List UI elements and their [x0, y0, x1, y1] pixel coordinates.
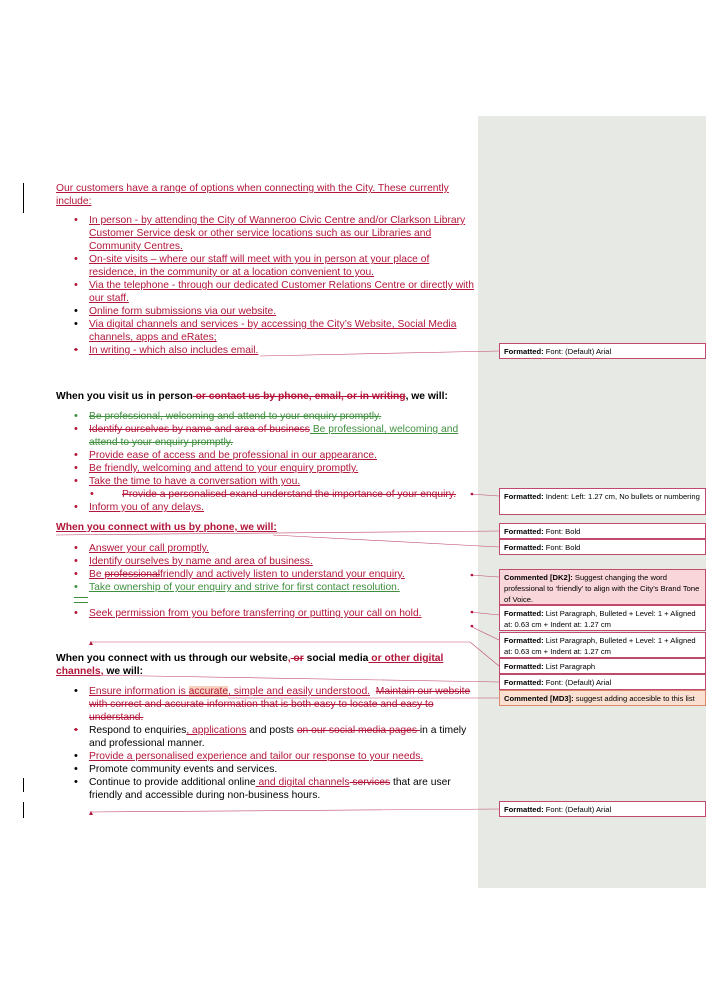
section-heading-phone: When you connect with us by phone, we will:: [56, 522, 277, 533]
list-item: Answer your call promptly.: [89, 543, 209, 554]
list-item: understand.: [89, 712, 144, 723]
formatting-balloon[interactable]: Formatted: List Paragraph, Bulleted + Level: 1 + Aligned at: 0.63 cm + Indent at: 1.27 cm: [499, 632, 706, 658]
bullet: •: [74, 724, 78, 736]
formatting-balloon[interactable]: Formatted: Indent: Left: 1.27 cm, No bullets or numbering: [499, 488, 706, 515]
bullet: •: [74, 555, 78, 567]
bullet: •: [74, 568, 78, 580]
list-item: Provide ease of access and be professional in our appearance.: [89, 450, 377, 461]
list-item: Identify ourselves by name and area of business.: [89, 556, 313, 567]
list-item: In writing - which also includes email.: [89, 345, 259, 356]
formatting-balloon[interactable]: Formatted: Font: (Default) Arial: [499, 343, 706, 359]
list-item: Ensure information is accurate, simple and easily understood. Maintain our website: [89, 686, 471, 697]
list-item: Community Centres.: [89, 241, 183, 252]
list-item: Take the time to have a conversation with you.: [89, 476, 301, 487]
bullet: •: [74, 542, 78, 554]
list-item: attend to your enquiry promptly.: [89, 437, 234, 448]
formatting-balloon[interactable]: Formatted: Font: (Default) Arial: [499, 674, 706, 690]
comment-balloon-md3[interactable]: Commented [MD3]: suggest adding accesible to this list: [499, 690, 706, 706]
list-item: Continue to provide additional online and digital channels services that are user: [89, 777, 451, 788]
bullet: •: [74, 279, 78, 291]
list-item: Provide a personalised exand understand the importance of your enquiry.: [122, 489, 457, 500]
list-item: friendly and accessible during non-business hours.: [89, 790, 321, 801]
list-item: Promote community events and services.: [89, 764, 278, 775]
list-item: Identify ourselves by name and area of business Be professional, welcoming and: [89, 424, 459, 435]
list-item: Be professionalfriendly and actively listen to understand your enquiry.: [89, 569, 405, 580]
bullet: •: [74, 750, 78, 762]
bullet: •: [74, 344, 78, 356]
list-item: Inform you of any delays.: [89, 502, 205, 513]
bullet: •: [74, 685, 78, 697]
bullet: •: [90, 488, 94, 500]
formatting-balloon[interactable]: Formatted: Font: Bold: [499, 539, 706, 555]
list-item: Via the telephone - through our dedicated Customer Relations Centre or directly with: [89, 280, 475, 291]
bullet: •: [74, 501, 78, 513]
intro-line-1: Our customers have a range of options when connecting with the City. These currently: [56, 183, 449, 194]
bullet: •: [74, 214, 78, 226]
empty-paragraph-mark: [74, 597, 88, 603]
formatting-balloon[interactable]: Formatted: Font: (Default) Arial: [499, 801, 706, 817]
list-item: Customer Service desk or other service locations such as our Libraries and: [89, 228, 432, 239]
bullet: •: [74, 449, 78, 461]
bullet: •: [74, 253, 78, 265]
list-item: and professional manner.: [89, 738, 205, 749]
bullet: •: [74, 475, 78, 487]
list-item: Be professional, welcoming and attend to your enquiry promptly.: [89, 411, 382, 422]
list-item: Provide a personalised experience and tailor our response to your needs.: [89, 751, 424, 762]
list-item: Via digital channels and services - by accessing the City’s Website, Social Media: [89, 319, 457, 330]
comment-balloon-dk2[interactable]: Commented [DK2]: Suggest changing the word professional to ‘friendly’ to align with the City’s Brand Tone of Voice.: [499, 569, 706, 605]
section-heading-website: When you connect with us through our website, or social media or other digital: [56, 653, 444, 664]
bullet: •: [74, 423, 78, 435]
intro-line-2: include:: [56, 196, 92, 207]
bullet: •: [74, 607, 78, 619]
bullet: •: [74, 305, 78, 317]
list-item: our staff.: [89, 293, 129, 304]
bullet: •: [74, 318, 78, 330]
bullet: •: [74, 776, 78, 788]
list-item: Seek permission from you before transferring or putting your call on hold.: [89, 608, 422, 619]
list-item: channels, apps and eRates;: [89, 332, 217, 343]
bullet: •: [74, 462, 78, 474]
list-item: residence, in the community or at a location convenient to you.: [89, 267, 375, 278]
section-heading-website-cont: channels, we will:: [56, 666, 143, 677]
list-item: Be friendly, welcoming and attend to your enquiry promptly.: [89, 463, 359, 474]
list-item: with correct and accurate information that is both easy to locate and easy to: [89, 699, 434, 710]
bullet: •: [74, 581, 78, 593]
list-item: On-site visits – where our staff will meet with you in person at your place of: [89, 254, 430, 265]
formatting-balloon[interactable]: Formatted: List Paragraph: [499, 658, 706, 674]
bullet: •: [74, 763, 78, 775]
formatting-balloon[interactable]: Formatted: Font: Bold: [499, 523, 706, 539]
list-item: Respond to enquiries, applications and posts on our social media pages in a timely: [89, 725, 467, 736]
section-heading-in-person: When you visit us in person or contact us by phone, email, or in writing, we will:: [56, 391, 448, 402]
formatting-balloon[interactable]: Formatted: List Paragraph, Bulleted + Level: 1 + Aligned at: 0.63 cm + Indent at: 1.27 cm: [499, 605, 706, 631]
list-item: Take ownership of your enquiry and strive for first contact resolution.: [89, 582, 400, 593]
bullet: •: [74, 410, 78, 422]
list-item: In person - by attending the City of Wanneroo Civic Centre and/or Clarkson Library: [89, 215, 466, 226]
list-item: Online form submissions via our website.: [89, 306, 277, 317]
